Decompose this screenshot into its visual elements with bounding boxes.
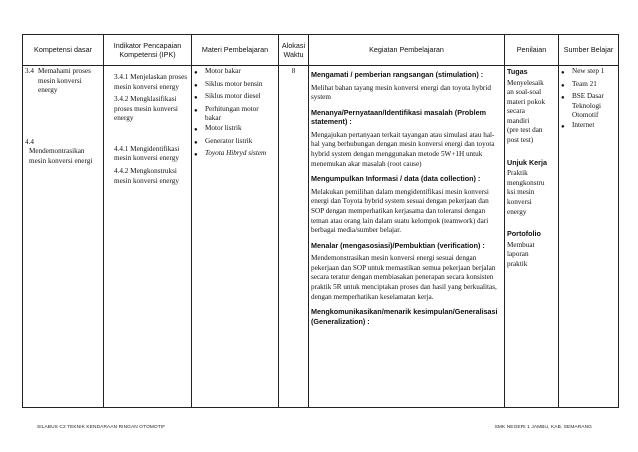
list-item: ● Internet — [561, 121, 616, 133]
kd-number: 3.4 — [25, 67, 34, 75]
kegiatan-text: Melihat bahan tayang mesin konversi energi dan toyota hybrid system — [311, 83, 491, 102]
kegiatan-heading: Menalar (mengasosiasi)/Pembuktian (verification) : — [311, 240, 485, 250]
content-row — [23, 66, 619, 408]
list-item: ● Generator listrik — [194, 137, 276, 149]
penilaian-line: ksi mesin — [507, 188, 535, 197]
penilaian-line: mengkonstru — [507, 178, 545, 187]
penilaian-line: Praktik — [507, 169, 528, 178]
kegiatan-text: Mengajukan pertanyaan terkait tayangan atau simulasi atau hal-hal yang berhubungan dengan mesin konversi energi dan toyota hybrid system dengan menggunakan metode 5W+1H untuk menemukan akar masalah (root cause) — [311, 130, 495, 168]
kegiatan-heading: Mengamati / pemberian rangsangan (stimulation) : — [311, 70, 484, 79]
penilaian-line: laporan — [507, 250, 529, 259]
cell-kompetensi-dasar — [23, 66, 104, 408]
bullet-icon: ● — [194, 152, 198, 159]
penilaian-line: energy — [507, 207, 527, 216]
bullet-icon: ● — [194, 70, 198, 76]
bullet-icon: ● — [194, 107, 198, 114]
list-item: ● New step 1 — [561, 67, 616, 79]
cell-penilaian — [505, 66, 559, 408]
cell-alokasi: 8 — [279, 66, 309, 408]
penilaian-line: konversi — [507, 197, 532, 206]
header-materi: Materi Pembelajaran — [192, 35, 279, 66]
ipk-item: 3.4.2 Mengklasifikasi proses mesin konversi energy — [114, 95, 178, 123]
list-item: ● BSE Dasar Teknologi Otomotif — [561, 92, 604, 120]
penilaian-line: mandiri — [507, 116, 530, 125]
list-item: ● Siklus motor bensin — [194, 80, 276, 92]
penilaian-portofolio-heading: Portofolio — [507, 229, 541, 239]
ipk-item: 4.4.2 Mengkonstruksi mesin konversi energy — [114, 167, 179, 185]
bullet-icon: ● — [561, 82, 565, 89]
header-kegiatan: Kegiatan Pembelajaran — [309, 35, 505, 66]
penilaian-line: praktik — [507, 259, 528, 268]
bullet-icon: ● — [561, 124, 565, 131]
list-item: ● Toyota Hibryd sistem — [194, 149, 276, 161]
cell-kegiatan — [309, 66, 505, 408]
header-row — [23, 35, 619, 66]
bullet-icon: ● — [561, 95, 565, 101]
kegiatan-text: Mendemonstrasikan mesin konversi energi sesuai dengan pekerjaan dan SOP untuk memastikan semua pekerjaan berjalan secara teratur dengan membiasakan penerapan secara konsisten praktik 5R untuk menciptakan proses dan hasil yang berkualitas, dengan memperhatikan keselamatan kerja. — [311, 254, 497, 301]
penilaian-line: (pre test dan — [507, 126, 543, 135]
cell-materi — [192, 66, 279, 408]
cell-sumber — [559, 66, 619, 408]
kd-text: Memahami proses mesin konversi energy — [38, 67, 91, 95]
sumber-list — [561, 67, 616, 133]
kegiatan-heading: Mengkomunikasikan/menarik kesimpulan/Generalisasi (Generalization) : — [311, 307, 498, 326]
kd-item — [25, 67, 101, 96]
penilaian-line: post test) — [507, 136, 534, 145]
footer-left: SILABUS C2 TEKNIK KENDARAAN RINGAN OTOMOTIF — [37, 425, 166, 430]
penilaian-line: an soal-soal — [507, 88, 542, 97]
penilaian-line: Membuat — [507, 240, 535, 249]
list-item: ● Motor listrik — [194, 124, 276, 136]
penilaian-tugas-heading: Tugas — [507, 67, 528, 76]
ipk-item: 4.4.1 Mengidentifikasi mesin konversi energy — [114, 144, 180, 163]
footer-right: SMK NEGERI 1 JAMBU, KAB. SEMARANG — [494, 425, 592, 430]
bullet-icon: ● — [194, 127, 198, 134]
list-item: ● Team 21 — [561, 80, 616, 92]
kegiatan-text: Melakukan pemilihan dalam mengidentifikasi mesin konversi energi dan Toyota hybrid system sesuai dengan pekerjaan dan SOP dengan memperhatikan kerjasama dan toleransi dengan teman atau orang lain dalam suatu kelompok (teamwork) dari berbagai media/sumber belajar. — [311, 187, 489, 235]
syllabus-table — [22, 34, 619, 408]
kegiatan-heading: Menanya/Pernyataan/Identifikasi masalah (Problem statement) : — [311, 107, 486, 127]
penilaian-line: materi pokok — [507, 97, 546, 106]
cell-ipk — [104, 66, 192, 408]
ipk-item: 3.4.1 Menjelaskan proses mesin konversi energy — [114, 73, 188, 91]
bullet-icon: ● — [194, 82, 198, 89]
bullet-icon: ● — [194, 95, 198, 101]
kd-item — [25, 138, 101, 167]
header-penilaian: Penilaian — [505, 35, 559, 66]
kd-number: 4.4 — [25, 137, 34, 146]
penilaian-line: secara — [507, 107, 525, 116]
penilaian-unjuk-heading: Unjuk Kerja — [507, 157, 547, 167]
materi-list — [194, 67, 276, 161]
penilaian-line: Menyelesaik — [507, 78, 544, 87]
kegiatan-heading: Mengumpulkan Informasi / data (data collection) : — [311, 174, 481, 184]
header-alokasi: Alokasi Waktu — [279, 35, 309, 66]
header-kompetensi-dasar: Kompetensi dasar — [23, 35, 104, 66]
list-item: ● Motor bakar — [194, 67, 276, 79]
bullet-icon: ● — [194, 139, 198, 146]
kd-text: Mendemontrasikan mesin konversi energi — [29, 147, 93, 165]
header-ipk: Indikator Pencapaian Kompetensi (IPK) — [104, 35, 192, 66]
list-item: ● Siklus motor diesel — [194, 92, 276, 104]
list-item: ● Perhitungan motor bakar — [194, 104, 259, 123]
header-sumber: Sumber Belajar — [559, 35, 619, 66]
bullet-icon: ● — [561, 70, 565, 76]
